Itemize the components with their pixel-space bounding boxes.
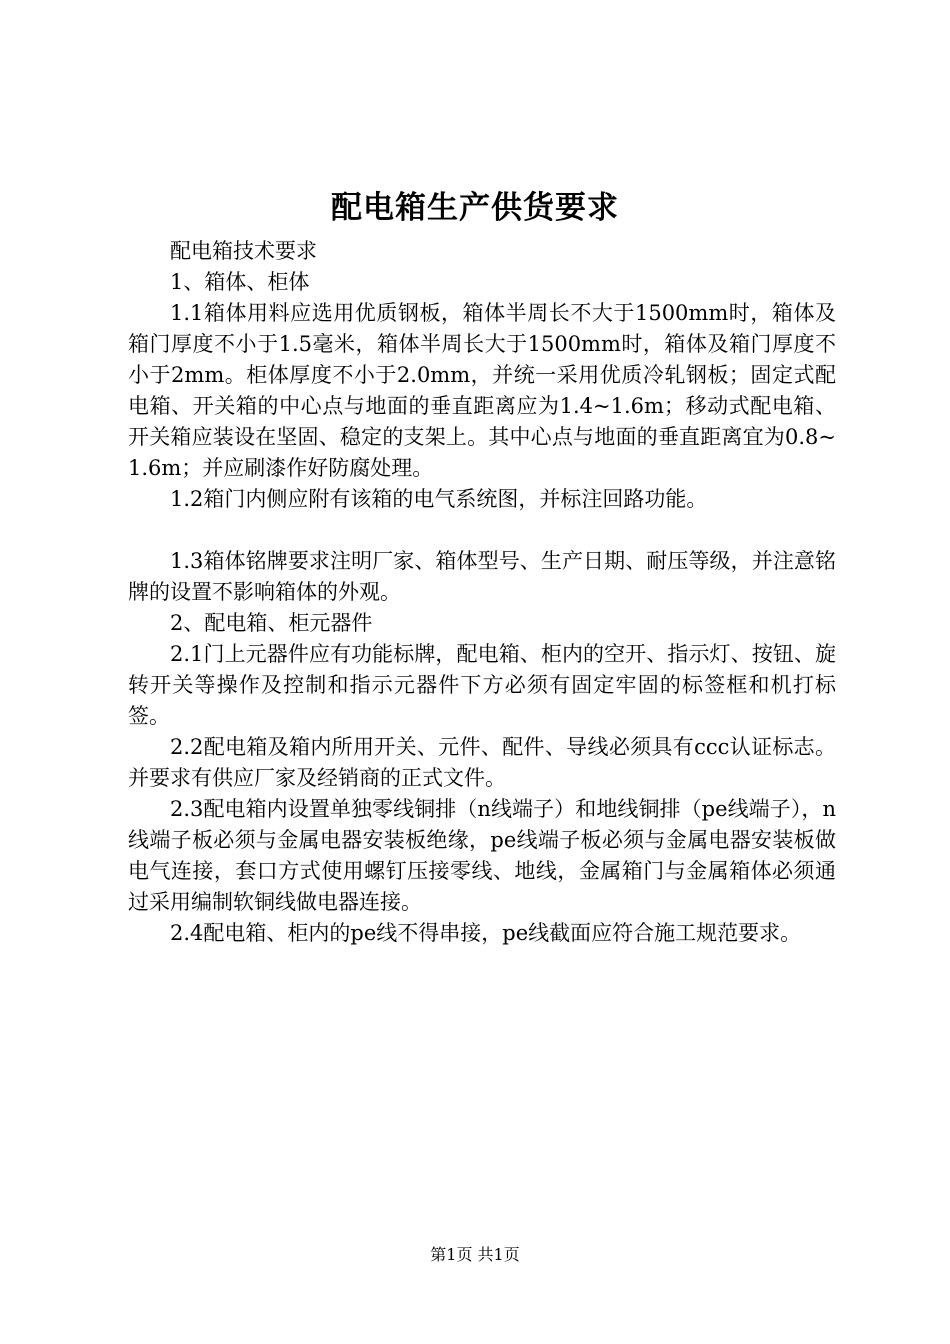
paragraph-section-1: 1、箱体、柜体 (170, 270, 310, 294)
paragraph-2-1: 2.1门上元器件应有功能标牌，配电箱、柜内的空开、指示灯、按钮、旋转开关等操作及控制和指示元器件下方必须有固定牢固的标签框和机打标签。 (128, 642, 836, 728)
paragraph-2-2: 2.2配电箱及箱内所用开关、元件、配件、导线必须具有ccc认证标志。并要求有供应厂家及经销商的正式文件。 (128, 735, 836, 790)
paragraph-2-4: 2.4配电箱、柜内的pe线不得串接，pe线截面应符合施工规范要求。 (170, 921, 802, 945)
paragraph-1-2: 1.2箱门内侧应附有该箱的电气系统图，并标注回路功能。 (170, 487, 708, 511)
document-title: 配电箱生产供货要求 (331, 190, 619, 226)
paragraph-2-3: 2.3配电箱内设置单独零线铜排（n线端子）和地线铜排（pe线端子），n线端子板必须与金属电器安装板绝缘，pe线端子板必须与金属电器安装板做电气连接，套口方式使用螺钉压接零线、地线，金属箱门与金属箱体必须通过采用编制软铜线做电器连接。 (128, 797, 836, 914)
paragraph-tech-requirements: 配电箱技术要求 (170, 239, 317, 263)
page-number-footer: 第1页 共1页 (430, 1245, 520, 1264)
paragraph-section-2: 2、配电箱、柜元器件 (170, 611, 373, 635)
paragraph-1-3: 1.3箱体铭牌要求注明厂家、箱体型号、生产日期、耐压等级，并注意铭牌的设置不影响箱体的外观。 (128, 549, 836, 604)
document-body (128, 236, 836, 949)
paragraph-1-1: 1.1箱体用料应选用优质钢板，箱体半周长不大于1500mm时，箱体及箱门厚度不小于1.5毫米，箱体半周长大于1500mm时，箱体及箱门厚度不小于2mm。柜体厚度不小于2.0mm，并统一采用优质冷轧钢板；固定式配电箱、开关箱的中心点与地面的垂直距离应为1.4~1.6m；移动式配电箱、开关箱应装设在坚固、稳定的支架上。其中心点与地面的垂直距离宜为0.8~1.6m；并应刷漆作好防腐处理。 (128, 301, 836, 480)
